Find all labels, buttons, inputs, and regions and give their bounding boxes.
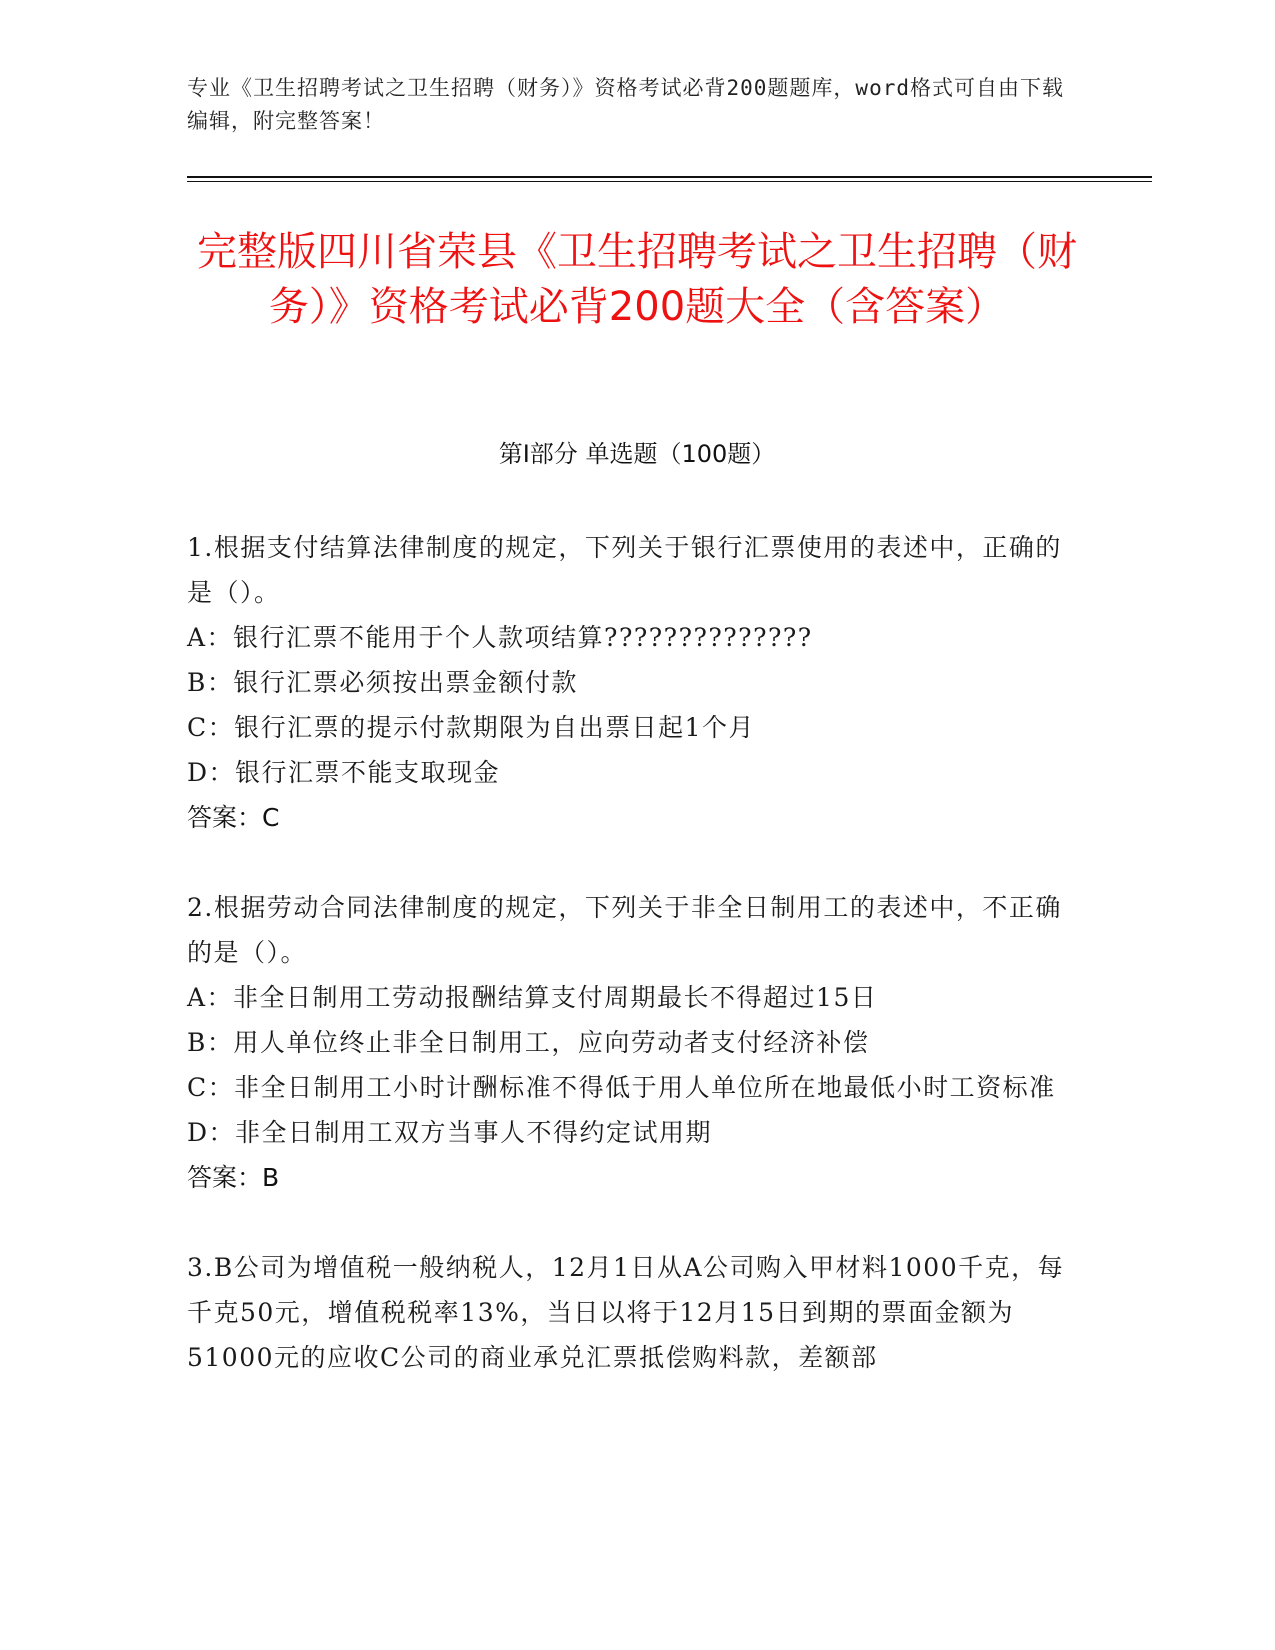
question-stem: 2.根据劳动合同法律制度的规定，下列关于非全日制用工的表述中，不正确的是（）。 <box>187 893 1062 967</box>
question-stem: 1.根据支付结算法律制度的规定，下列关于银行汇票使用的表述中，正确的是（）。 <box>187 533 1062 607</box>
question-stem: 3.B公司为增值税一般纳税人，12月1日从A公司购入甲材料1000千克，每千克50元，增值税税率13%，当日以将于12月15日到期的票面金额为51000元的应收C公司的商业承兑汇票抵偿购料款，差额部 <box>187 1253 1065 1372</box>
option-b: B：用人单位终止非全日制用工，应向劳动者支付经济补偿 <box>187 1028 870 1057</box>
option-a: A：银行汇票不能用于个人款项结算?????????????? <box>187 623 813 652</box>
question-list <box>187 525 1067 1425</box>
question-3 <box>187 1245 1067 1380</box>
option-b: B：银行汇票必须按出票金额付款 <box>187 668 578 697</box>
header-divider-thin <box>187 181 1152 182</box>
option-d: D：非全日制用工双方当事人不得约定试用期 <box>187 1118 713 1147</box>
answer: 答案：B <box>187 1163 280 1192</box>
header-note: 专业《卫生招聘考试之卫生招聘（财务）》资格考试必背200题题库，word格式可自由下载编辑，附完整答案！ <box>187 76 1064 133</box>
option-c: C：银行汇票的提示付款期限为自出票日起1个月 <box>187 713 756 742</box>
section-title: 第Ⅰ部分 单选题（100题） <box>498 440 776 468</box>
header-divider-thick <box>187 176 1152 178</box>
question-2 <box>187 885 1067 1200</box>
document-title: 完整版四川省荣县《卫生招聘考试之卫生招聘（财务）》资格考试必背200题大全（含答案） <box>197 229 1077 330</box>
option-a: A：非全日制用工劳动报酬结算支付周期最长不得超过15日 <box>187 983 878 1012</box>
answer: 答案：C <box>187 803 280 832</box>
option-c: C：非全日制用工小时计酬标准不得低于用人单位所在地最低小时工资标准 <box>187 1073 1056 1102</box>
option-d: D：银行汇票不能支取现金 <box>187 758 501 787</box>
question-1 <box>187 525 1067 840</box>
